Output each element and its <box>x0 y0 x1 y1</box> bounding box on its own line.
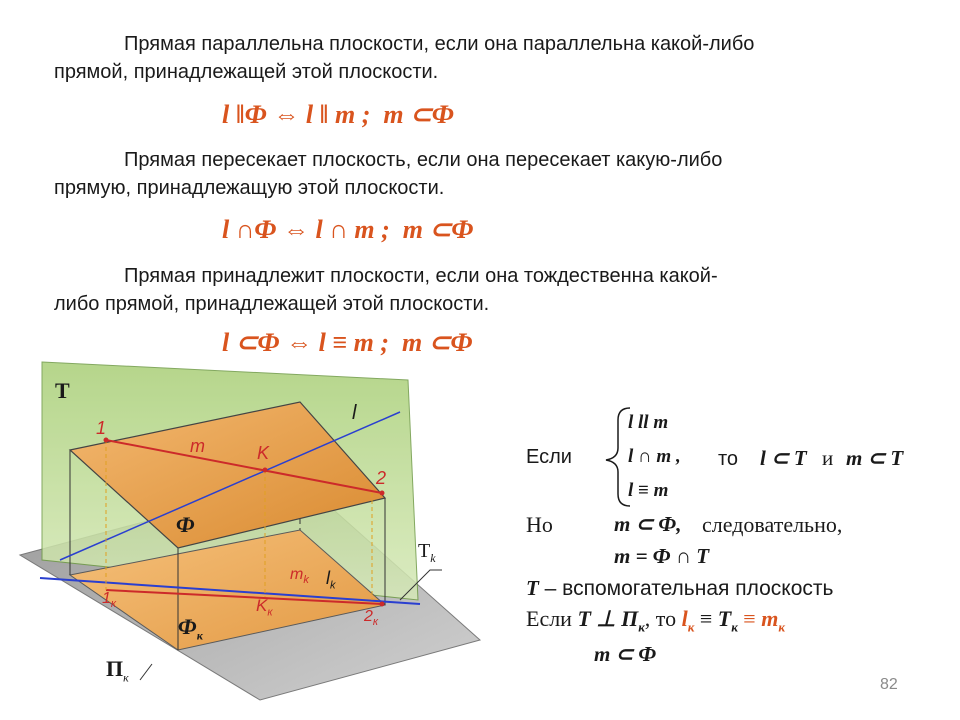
para2-line1: Прямая пересекает плоскость, если она пересекает какую-либо <box>124 149 723 171</box>
label-l: l <box>352 402 357 424</box>
label-kk: $K_к$ <box>256 596 273 619</box>
formula-belongs: l ⊂Ф ⇔ l ≡ m ; m ⊂Ф <box>222 328 473 357</box>
system-line-1: l ll m <box>628 412 669 433</box>
but-expression: m ⊂ Ф, <box>614 512 682 536</box>
text-and: и <box>822 446 834 470</box>
para3-line2: либо прямой, принадлежащей этой плоскости. <box>54 293 490 315</box>
text-then: то <box>718 448 739 470</box>
point-2k <box>380 602 385 607</box>
label-lk: $l_k$ <box>326 568 336 592</box>
intersection-equation: m = Ф ∩ T <box>614 544 710 568</box>
label-point-2: 2 <box>376 468 387 488</box>
page-number: 82 <box>880 676 898 693</box>
para1-line2: прямой, принадлежащей этой плоскости. <box>54 61 439 83</box>
conclusion-b: m ⊂ T <box>846 446 904 470</box>
system-line-2: l ∩ m , <box>628 446 681 467</box>
label-phi-k: $Ф_к$ <box>178 614 203 643</box>
label-plane-t: T <box>55 378 70 403</box>
final-relation: m ⊂ Ф <box>594 642 657 666</box>
label-plane-pi: $П_к$ <box>106 656 129 685</box>
label-phi: Ф <box>176 512 195 537</box>
label-plane-tk: $T_k$ <box>418 540 436 565</box>
label-point-1: 1 <box>96 418 107 438</box>
text-therefore: следовательно, <box>702 512 843 537</box>
para1-line1: Прямая параллельна плоскости, если она параллельна какой-либо <box>124 33 755 55</box>
label-m: m <box>190 436 205 456</box>
label-point-1k: $1_к$ <box>102 590 117 611</box>
projection-condition: Если T ⊥ $П_к$, то $l_к \equiv T_к \equiv m_к$ <box>526 606 785 635</box>
para2-line2: прямую, принадлежащую этой плоскости. <box>54 177 445 199</box>
pi-leader <box>140 664 152 680</box>
label-point-2k: $2_к$ <box>364 608 379 629</box>
point-2 <box>380 491 385 496</box>
point-k <box>263 468 268 473</box>
formula-parallel: l ‖Ф ⇔ l ‖ m ; m ⊂Ф <box>222 100 455 129</box>
para3-line1: Прямая принадлежит плоскости, если она тождественна какой- <box>124 265 718 287</box>
text-but: Но <box>526 512 553 537</box>
label-mk: $m_k$ <box>290 566 309 587</box>
conclusion-a: l ⊂ T <box>760 446 807 470</box>
aux-plane-line: T – вспомогательная плоскость <box>526 576 834 600</box>
system-line-3: l ≡ m <box>628 480 669 501</box>
label-k: K <box>257 443 270 463</box>
formula-intersect: l ∩Ф ⇔ l ∩ m ; m ⊂Ф <box>222 215 474 244</box>
text-if: Если <box>526 446 572 468</box>
